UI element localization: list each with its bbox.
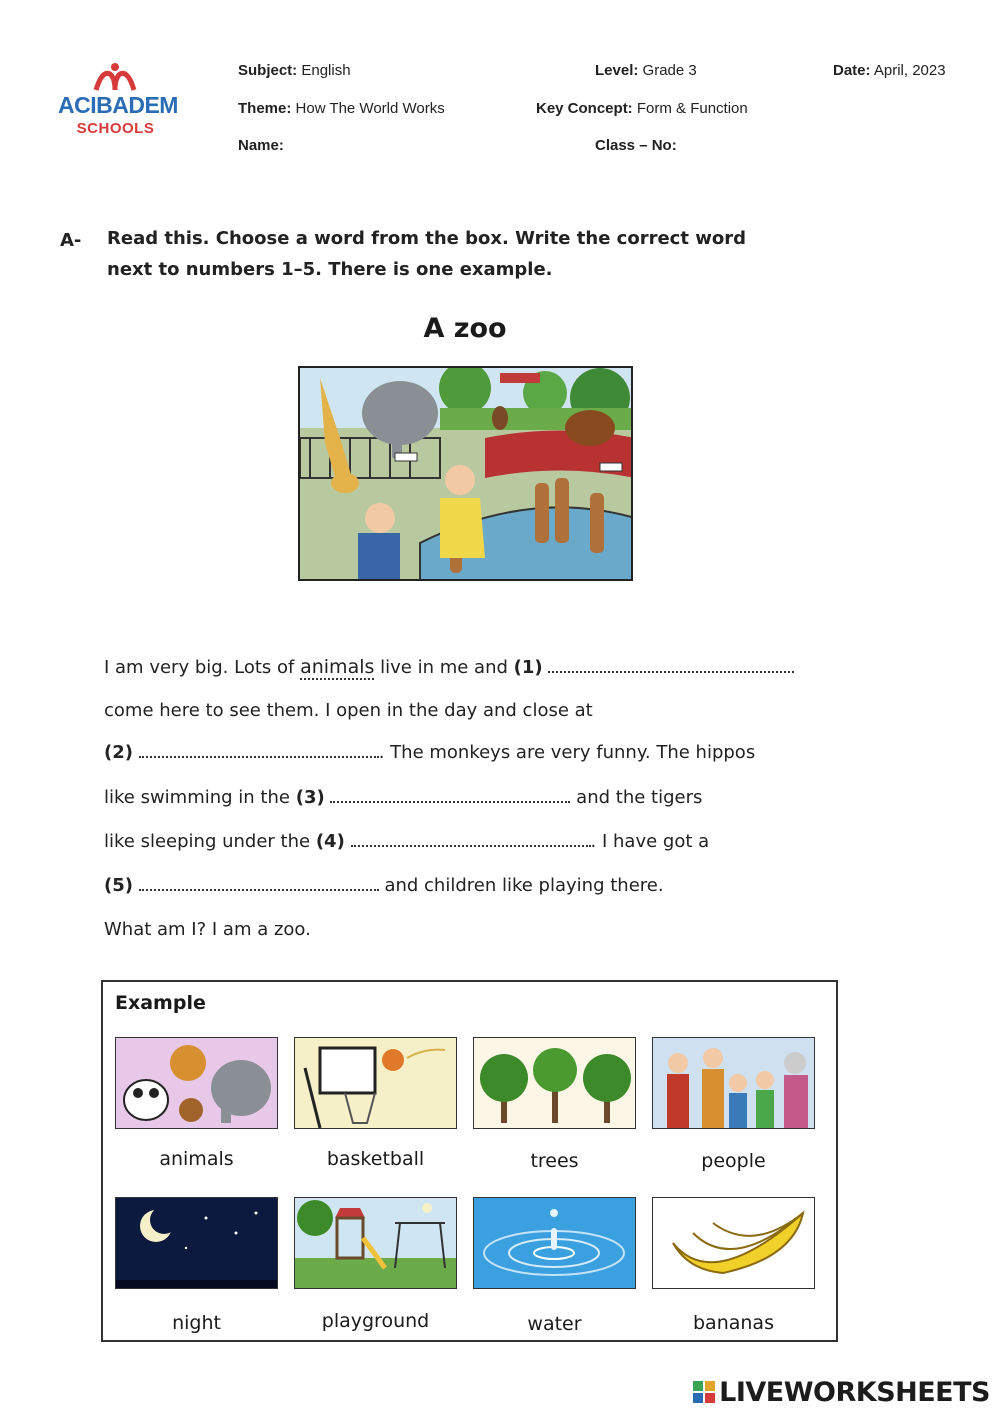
word-box — [101, 980, 838, 1342]
word-animals: animals — [159, 1148, 234, 1170]
people-picture — [652, 1037, 815, 1129]
story-line-1: I am very big. Lots of animals live in me and (1) — [104, 656, 794, 678]
story-line-4: like swimming in the (3) and the tigers — [104, 787, 703, 808]
bananas-picture — [652, 1197, 815, 1289]
section-letter: A- — [60, 230, 82, 251]
school-logo — [58, 62, 178, 142]
instruction-line-2: next to numbers 1–5. There is one example. — [107, 259, 553, 280]
trees-picture — [473, 1037, 636, 1129]
theme-field: Theme: How The World Works — [238, 100, 445, 117]
word-playground: playground — [321, 1310, 430, 1332]
word-water: water — [527, 1313, 582, 1335]
answer-blank-4[interactable] — [351, 831, 591, 847]
word-basketball: basketball — [326, 1148, 425, 1170]
zoo-illustration — [298, 366, 633, 581]
level-field: Level: Grade 3 — [595, 62, 697, 79]
animals-picture — [115, 1037, 278, 1129]
class-no-field: Class – No: — [595, 137, 677, 154]
story-line-6: (5) and children like playing there. — [104, 875, 664, 896]
logo-text-main: ACIBADEM — [58, 92, 178, 118]
subject-field: Subject: English — [238, 62, 351, 79]
logo-text-sub: SCHOOLS — [76, 120, 155, 137]
playground-picture — [294, 1197, 457, 1289]
instruction-line-1: Read this. Choose a word from the box. Write the correct word — [107, 228, 746, 249]
liveworksheets-logo: LIVEWORKSHEETS — [693, 1377, 990, 1408]
brand-grid-icon — [693, 1381, 715, 1403]
example-answer: animals — [300, 656, 375, 678]
story-line-5: like sleeping under the (4) . I have got a — [104, 831, 710, 852]
answer-blank-1[interactable] — [548, 657, 794, 673]
date-field: Date: April, 2023 — [833, 62, 946, 79]
night-picture — [115, 1197, 278, 1289]
story-line-2: come here to see them. I open in the day and close at — [104, 700, 593, 721]
name-field: Name: — [238, 137, 284, 154]
answer-blank-3[interactable] — [330, 787, 570, 803]
page-title: A zoo — [423, 313, 507, 344]
word-people: people — [701, 1150, 766, 1172]
word-bananas: bananas — [693, 1312, 774, 1334]
story-line-7: What am I? I am a zoo. — [104, 919, 311, 940]
basketball-picture — [294, 1037, 457, 1129]
example-label: Example — [115, 992, 206, 1014]
answer-blank-5[interactable] — [139, 875, 379, 891]
story-line-3: (2) . The monkeys are very funny. The hippos — [104, 742, 756, 763]
answer-blank-2[interactable] — [139, 742, 379, 758]
key-concept-field: Key Concept: Form & Function — [536, 100, 748, 117]
water-picture — [473, 1197, 636, 1289]
word-trees: trees — [530, 1150, 579, 1172]
logo-figures-icon — [92, 62, 138, 92]
word-night: night — [172, 1312, 221, 1334]
